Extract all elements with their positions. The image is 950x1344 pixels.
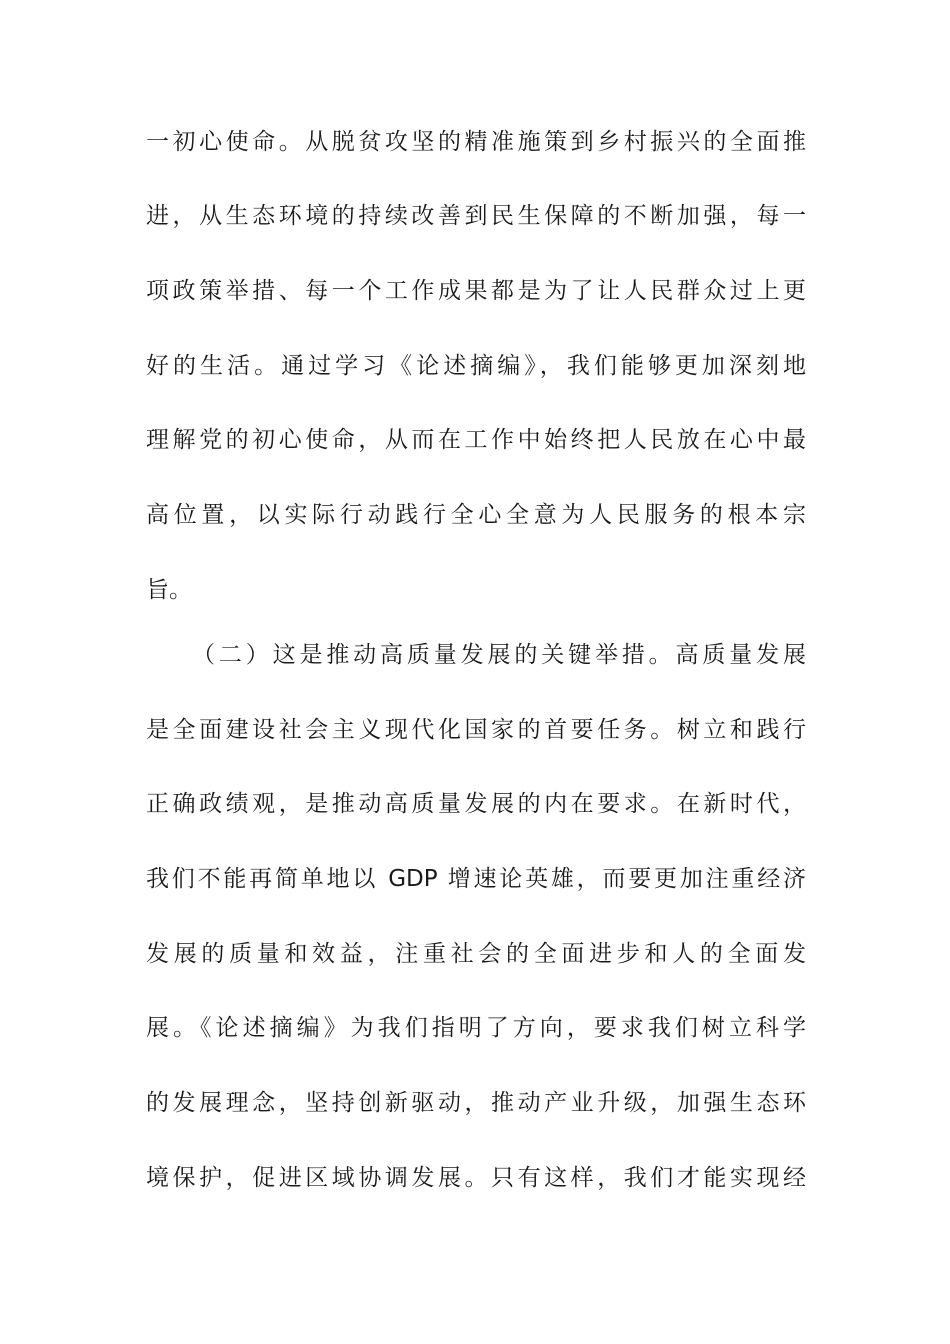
text-line: 高位置，以实际行动践行全心全意为人民服务的根本宗 [146,502,806,528]
text-line: 项政策举措、每一个工作成果都是为了让人民群众过上更 [146,278,806,304]
text-line: 展。《论述摘编》为我们指明了方向，要求我们树立科学 [146,1015,806,1041]
text-line: 一初心使命。从脱贫攻坚的精准施策到乡村振兴的全面推 [146,129,806,155]
text-line: 旨。 [146,577,192,603]
text-line: 正确政绩观，是推动高质量发展的内在要求。在新时代， [146,791,806,817]
text-line: 是全面建设社会主义现代化国家的首要任务。树立和践行 [146,717,806,743]
text-line: 我们不能再简单地以 GDP 增速论英雄，而要更加注重经济 [146,866,806,892]
text-line: 理解党的初心使命，从而在工作中始终把人民放在心中最 [146,427,806,453]
text-line: 发展的质量和效益，注重社会的全面进步和人的全面发 [146,941,806,967]
section-heading-line: （二）这是推动高质量发展的关键举措。高质量发展 [192,642,806,668]
text-line: 境保护，促进区域协调发展。只有这样，我们才能实现经 [146,1165,806,1191]
text-line: 的发展理念，坚持创新驱动，推动产业升级，加强生态环 [146,1090,806,1116]
text-line: 进，从生态环境的持续改善到民生保障的不断加强，每一 [146,203,806,229]
text-line: 好的生活。通过学习《论述摘编》，我们能够更加深刻地 [146,353,806,379]
